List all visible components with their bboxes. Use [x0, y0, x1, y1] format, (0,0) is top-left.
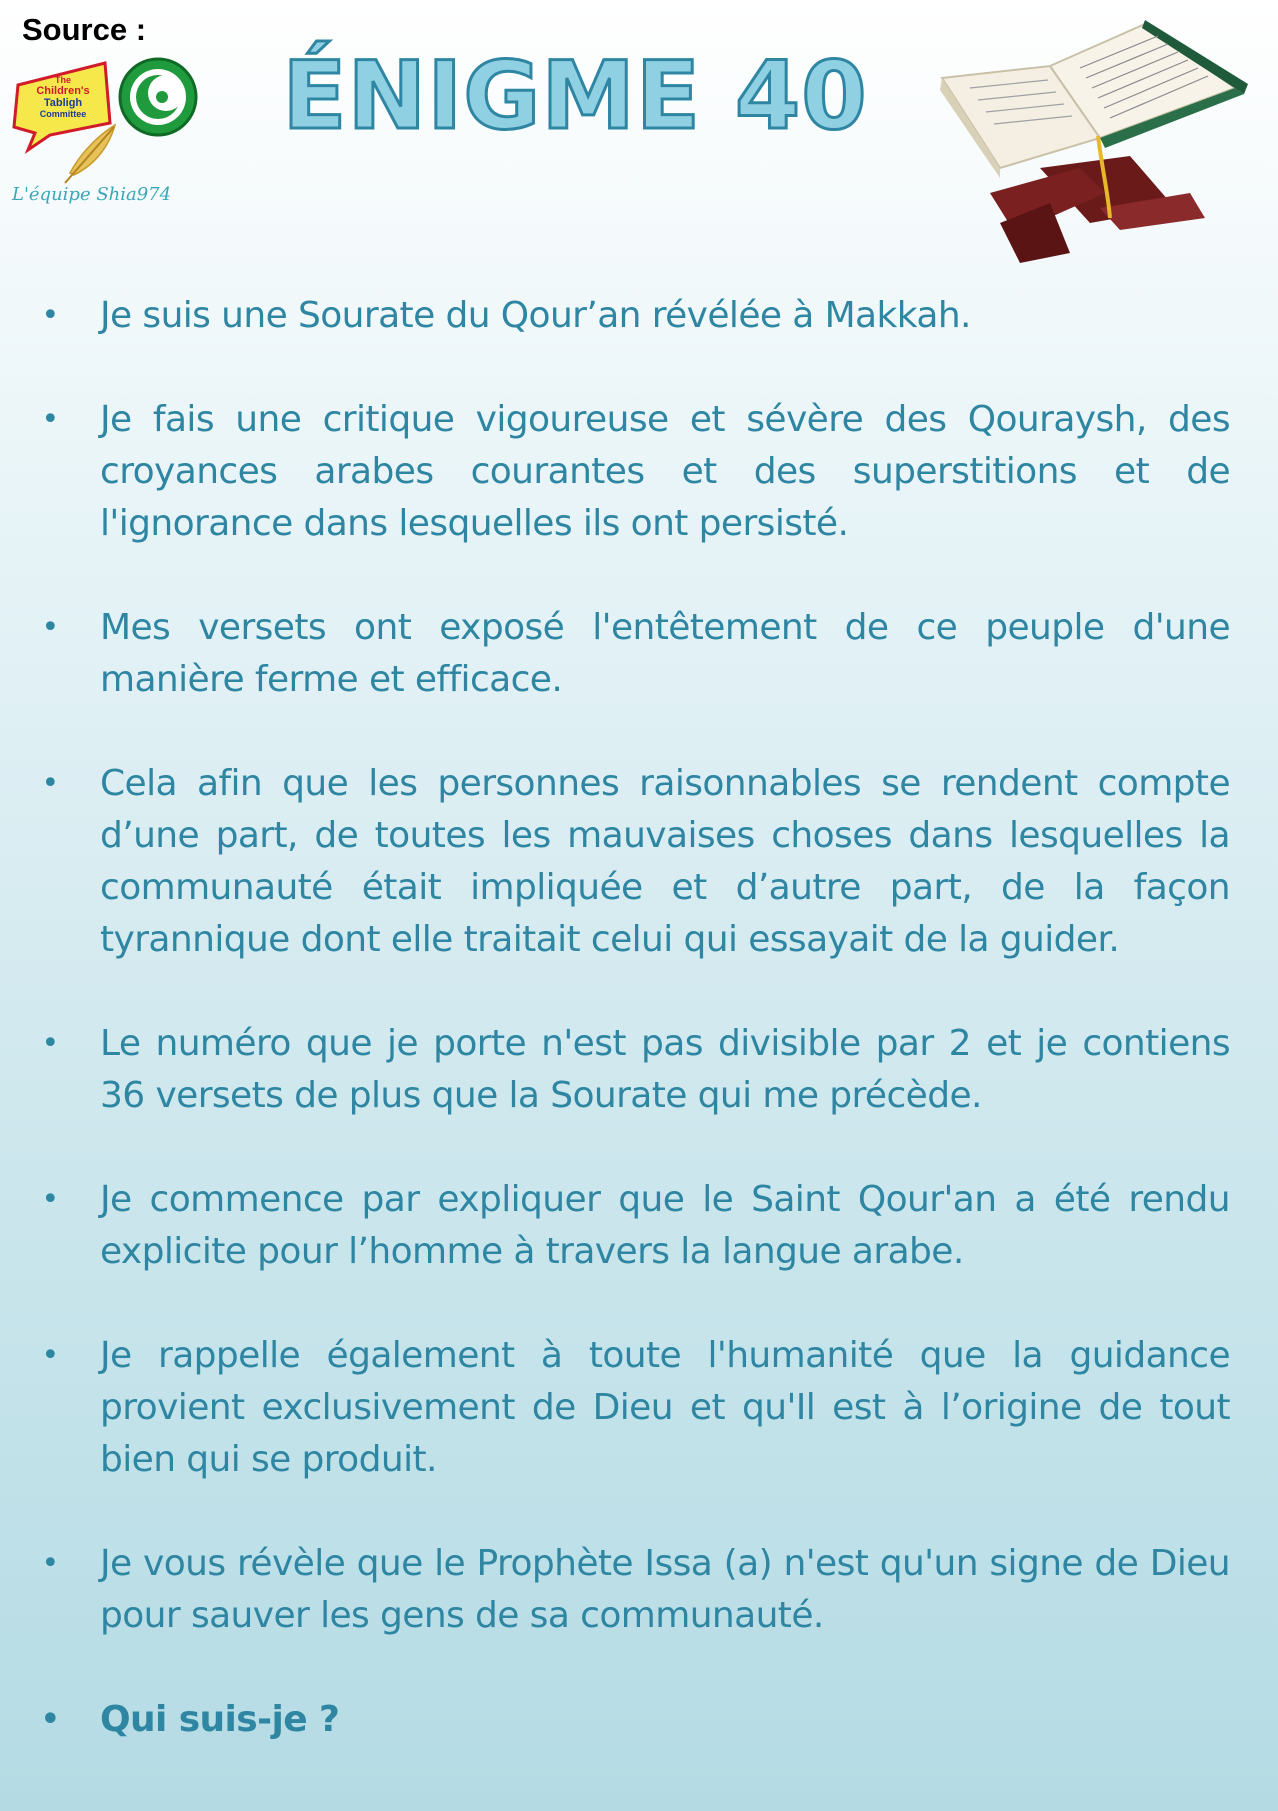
bullet-icon: •	[41, 610, 59, 645]
bullet-icon: •	[41, 1182, 59, 1217]
clue-text: Je fais une critique vigoureuse et sévère des Qouraysh, des croyances arabes courantes et des superstitions et de l'ignorance dans lesquelles ils ont persisté.	[100, 399, 1230, 544]
quran-on-stand-image	[930, 18, 1260, 263]
clue-text: Je suis une Sourate du Qour’an révélée à Makkah.	[100, 295, 971, 336]
svg-text:Children's: Children's	[36, 85, 90, 97]
svg-text:Committee: Committee	[39, 109, 87, 119]
bullet-icon: •	[41, 298, 59, 333]
question-text: Qui suis-je ?	[100, 1699, 340, 1740]
list-item	[40, 1174, 1230, 1278]
source-label: Source :	[22, 12, 147, 47]
bullet-icon: •	[41, 402, 59, 437]
bullet-icon: •	[41, 766, 59, 801]
clue-text: Je rappelle également à toute l'humanité que la guidance provient exclusivement de Dieu et qu'Il est à l’origine de tout bien qui se produit.	[100, 1335, 1230, 1480]
clue-text: Je commence par expliquer que le Saint Qour'an a été rendu explicite pour l’homme à travers la langue arabe.	[100, 1179, 1230, 1272]
bullet-icon: •	[41, 1338, 59, 1373]
clue-text: Cela afin que les personnes raisonnables se rendent compte d’une part, de toutes les mauvaises choses dans lesquelles la communauté était impliquée et d’autre part, de la façon tyrannique dont elle traitait celui qui essayait de la guider.	[100, 763, 1230, 960]
page-title: ÉNIGME 40	[282, 42, 868, 151]
list-item	[40, 758, 1230, 966]
clue-text: Je vous révèle que le Prophète Issa (a) n'est qu'un signe de Dieu pour sauver les gens de sa communauté.	[100, 1543, 1230, 1636]
bullet-icon: •	[40, 1702, 60, 1737]
list-item	[40, 1330, 1230, 1486]
list-item	[40, 1538, 1230, 1642]
list-item	[40, 394, 1230, 550]
svg-text:Tabligh: Tabligh	[43, 97, 83, 109]
bullet-icon: •	[41, 1026, 59, 1061]
svg-text:The: The	[54, 75, 72, 85]
list-item	[40, 290, 1230, 342]
list-item	[40, 602, 1230, 706]
list-item	[40, 1018, 1230, 1122]
bullet-icon: •	[41, 1546, 59, 1581]
equipe-signature: L'équipe Shia974	[12, 184, 172, 205]
clue-text: Le numéro que je porte n'est pas divisible par 2 et je contiens 36 versets de plus que la Sourate qui me précède.	[100, 1023, 1230, 1116]
question-item	[40, 1694, 1230, 1746]
clue-text: Mes versets ont exposé l'entêtement de ce peuple d'une manière ferme et efficace.	[100, 607, 1230, 700]
clue-list	[40, 290, 1230, 1798]
